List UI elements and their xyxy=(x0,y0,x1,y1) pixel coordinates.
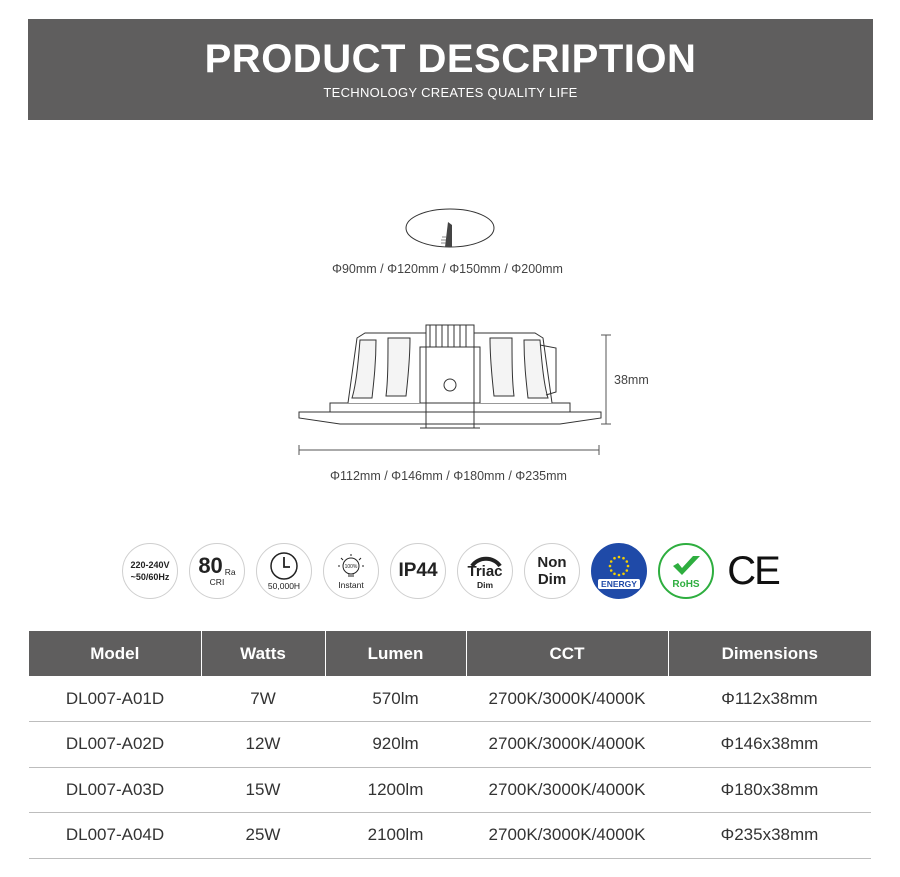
cell-watts: 7W xyxy=(201,676,325,722)
page-subtitle: TECHNOLOGY CREATES QUALITY LIFE xyxy=(323,85,578,100)
table-row xyxy=(29,676,871,722)
cell-watts: 12W xyxy=(201,722,325,768)
cell-cct: 2700K/3000K/4000K xyxy=(466,676,668,722)
cell-lumen: 2100lm xyxy=(325,813,466,859)
cell-lumen: 1200lm xyxy=(325,767,466,813)
cell-model: DL007-A03D xyxy=(29,767,201,813)
non-dim-badge: Non Dim xyxy=(524,543,580,599)
cell-dimensions: Φ180x38mm xyxy=(668,767,871,813)
cell-watts: 25W xyxy=(201,813,325,859)
triac-dim-badge: Triac Dim xyxy=(457,543,513,599)
col-header-watts: Watts xyxy=(201,631,325,676)
clock-icon xyxy=(269,551,299,581)
cell-dimensions: Φ112x38mm xyxy=(668,676,871,722)
dim-arc-icon xyxy=(458,546,513,568)
table-row xyxy=(29,722,871,768)
cutout-size-label: Φ90mm / Φ120mm / Φ150mm / Φ200mm xyxy=(332,262,563,276)
cell-cct: 2700K/3000K/4000K xyxy=(466,813,668,859)
width-dimension-line xyxy=(299,445,599,455)
cell-lumen: 570lm xyxy=(325,676,466,722)
cutout-hole-icon xyxy=(406,209,494,247)
lifetime-badge: 50,000H xyxy=(256,543,312,599)
feature-icons-row xyxy=(122,543,781,599)
cell-cct: 2700K/3000K/4000K xyxy=(466,767,668,813)
cell-cct: 2700K/3000K/4000K xyxy=(466,722,668,768)
spec-table xyxy=(29,631,871,859)
cell-dimensions: Φ146x38mm xyxy=(668,722,871,768)
width-size-label: Φ112mm / Φ146mm / Φ180mm / Φ235mm xyxy=(330,469,567,483)
col-header-cct: CCT xyxy=(466,631,668,676)
table-header-row xyxy=(29,631,871,676)
instant-on-badge: 100% Instant xyxy=(323,543,379,599)
rohs-badge: RoHS xyxy=(658,543,714,599)
table-row xyxy=(29,813,871,859)
height-dimension-line xyxy=(601,335,611,424)
bulb-icon xyxy=(336,552,366,580)
cell-lumen: 920lm xyxy=(325,722,466,768)
page-title: PRODUCT DESCRIPTION xyxy=(204,37,697,81)
cell-model: DL007-A02D xyxy=(29,722,201,768)
height-label: 38mm xyxy=(614,373,649,387)
cell-watts: 15W xyxy=(201,767,325,813)
col-header-dimensions: Dimensions xyxy=(668,631,871,676)
ip-rating-badge: IP44 xyxy=(390,543,446,599)
ce-mark: CE xyxy=(727,548,779,593)
svg-text:100%: 100% xyxy=(344,564,358,570)
col-header-lumen: Lumen xyxy=(325,631,466,676)
cell-dimensions: Φ235x38mm xyxy=(668,813,871,859)
cell-model: DL007-A01D xyxy=(29,676,201,722)
voltage-badge: 220-240V ~50/60Hz xyxy=(122,543,178,599)
col-header-model: Model xyxy=(29,631,201,676)
cri-badge: 80 Ra CRI xyxy=(189,543,245,599)
downlight-side-view-icon xyxy=(299,325,601,428)
eu-stars-icon xyxy=(607,554,631,578)
table-row xyxy=(29,767,871,813)
energy-badge: ENERGY xyxy=(591,543,647,599)
cell-model: DL007-A04D xyxy=(29,813,201,859)
checkmark-icon xyxy=(669,553,703,579)
